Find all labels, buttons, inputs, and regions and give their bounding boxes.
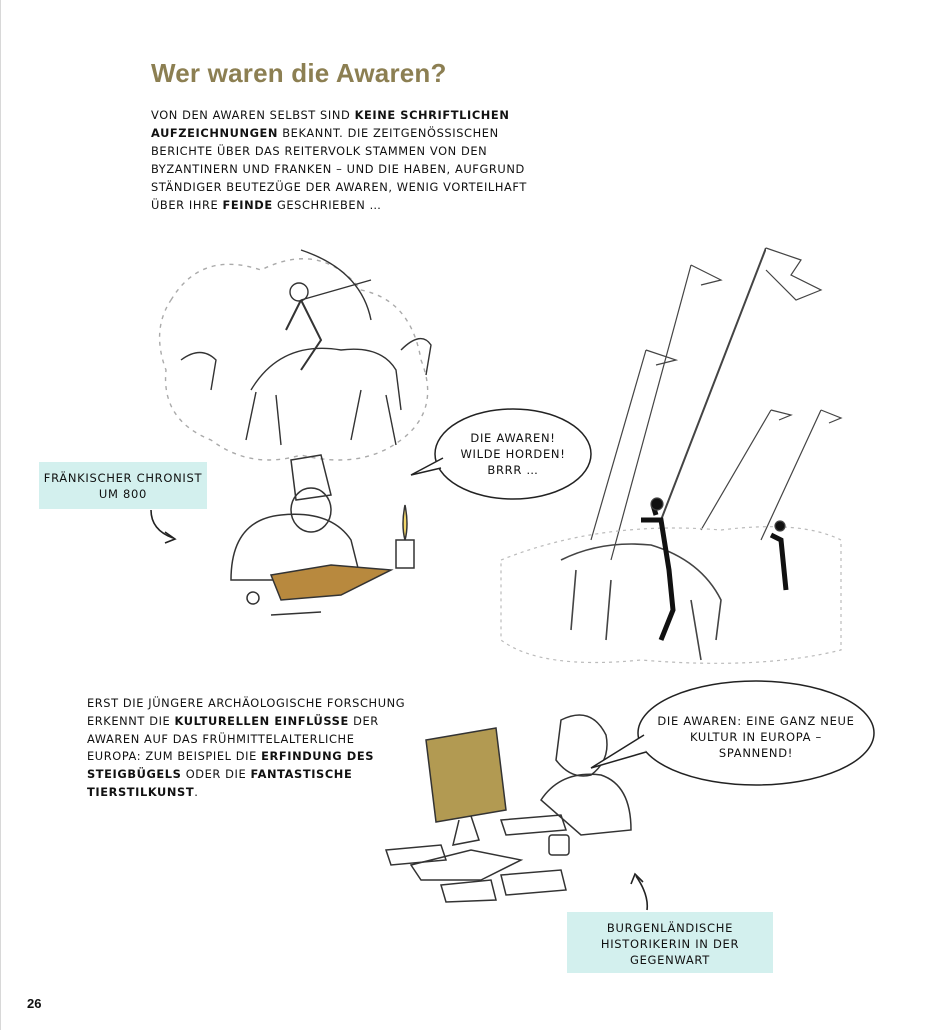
- para2-text-2: DER AWAREN AUF DAS FRÜHMITTELALTERLICHE EUROPA: ZUM BEISPIEL DIE: [87, 713, 379, 764]
- intro-bold-2: FEINDE: [222, 198, 273, 212]
- intro-text-2: BEKANNT. DIE ZEITGENÖSSISCHEN BERICHTE ÜBER DAS REITERVOLK STAMMEN VON DEN BYZANTINERN UND FRANKEN – UND DIE HABEN, AUFGRUND STÄNDIGER BEUTEZÜGE DER AWAREN, WENIG VORTEILHAFT ÜBER IHRE: [151, 126, 527, 212]
- para2-text-3: ODER DIE: [181, 767, 251, 782]
- chronicler-illustration: [231, 455, 414, 615]
- para2-text-4: .: [194, 784, 199, 799]
- para2-bold-3: FANTASTISCHE TIERSTILKUNST: [87, 767, 353, 799]
- page-number: 26: [27, 996, 42, 1011]
- para2-bold-2: ERFINDUNG DES STEIGBÜGELS: [87, 749, 375, 782]
- para2-bold-1: KULTURELLEN EINFLÜSSE: [174, 713, 349, 728]
- historian-illustration: [386, 715, 631, 902]
- para2-text-1: ERST DIE JÜNGERE ARCHÄOLOGISCHE FORSCHUNG ERKENNT DIE: [87, 696, 406, 728]
- comic-illustration: [1, 0, 929, 1030]
- intro-text-3: GESCHRIEBEN …: [272, 198, 382, 212]
- caption-arrow-1: [151, 510, 173, 538]
- speech-text-historian: DIE AWAREN: EINE GANZ NEUE KULTUR IN EUROPA – SPANNEND!: [657, 714, 855, 760]
- intro-bold-1: KEINE SCHRIFTLICHEN AUFZEICHNUNGEN: [151, 108, 510, 140]
- page-title: Wer waren die Awaren?: [151, 58, 447, 88]
- intro-text-1: VON DEN AWAREN SELBST SIND: [151, 108, 355, 122]
- speech-text-chronicler: DIE AWAREN! WILDE HORDEN! BRRR …: [460, 431, 566, 477]
- avar-horseman-illustration: [160, 250, 431, 460]
- caption-chronicler: FRÄNKISCHER CHRONIST UM 800: [39, 462, 207, 509]
- caption-historian: BURGENLÄNDISCHE HISTORIKERIN IN DER GEGENWART: [567, 912, 773, 973]
- research-paragraph: [87, 695, 407, 802]
